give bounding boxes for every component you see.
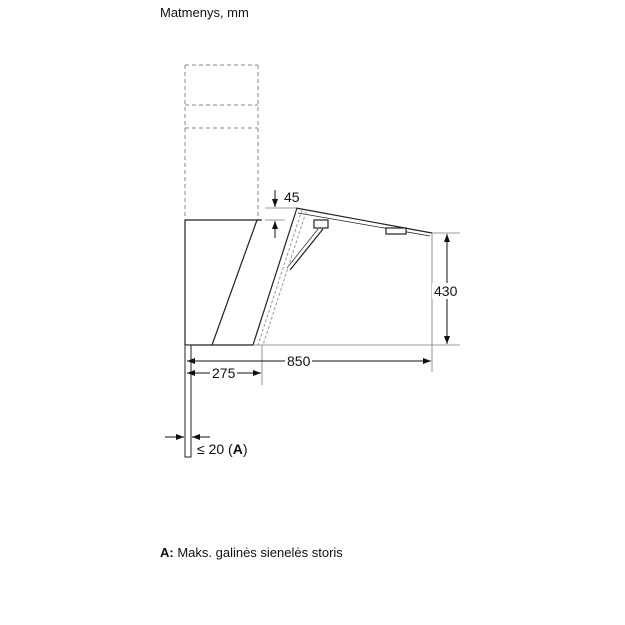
hood-body xyxy=(185,208,432,345)
dimension-gap-top: 45 xyxy=(284,189,300,205)
wall-thickness-prefix: ≤ 20 ( xyxy=(197,441,233,457)
chimney-outline xyxy=(185,65,258,220)
open-panel-dashed xyxy=(258,210,306,345)
diagram-title: Matmenys, mm xyxy=(160,5,249,20)
wall xyxy=(185,345,191,457)
legend xyxy=(160,545,343,560)
dimension-wall-thickness xyxy=(195,441,250,457)
dimension-chimney-offset: 275 xyxy=(212,365,236,381)
dimension-height: 430 xyxy=(434,283,458,299)
dimension-arrows xyxy=(165,190,447,437)
dimension-depth: 850 xyxy=(287,353,311,369)
wall-thickness-suffix: ) xyxy=(242,441,248,457)
legend-key: A: xyxy=(160,545,174,560)
wall-thickness-ref: A xyxy=(232,441,243,457)
legend-text: Maks. galinės sienelės storis xyxy=(173,545,343,560)
